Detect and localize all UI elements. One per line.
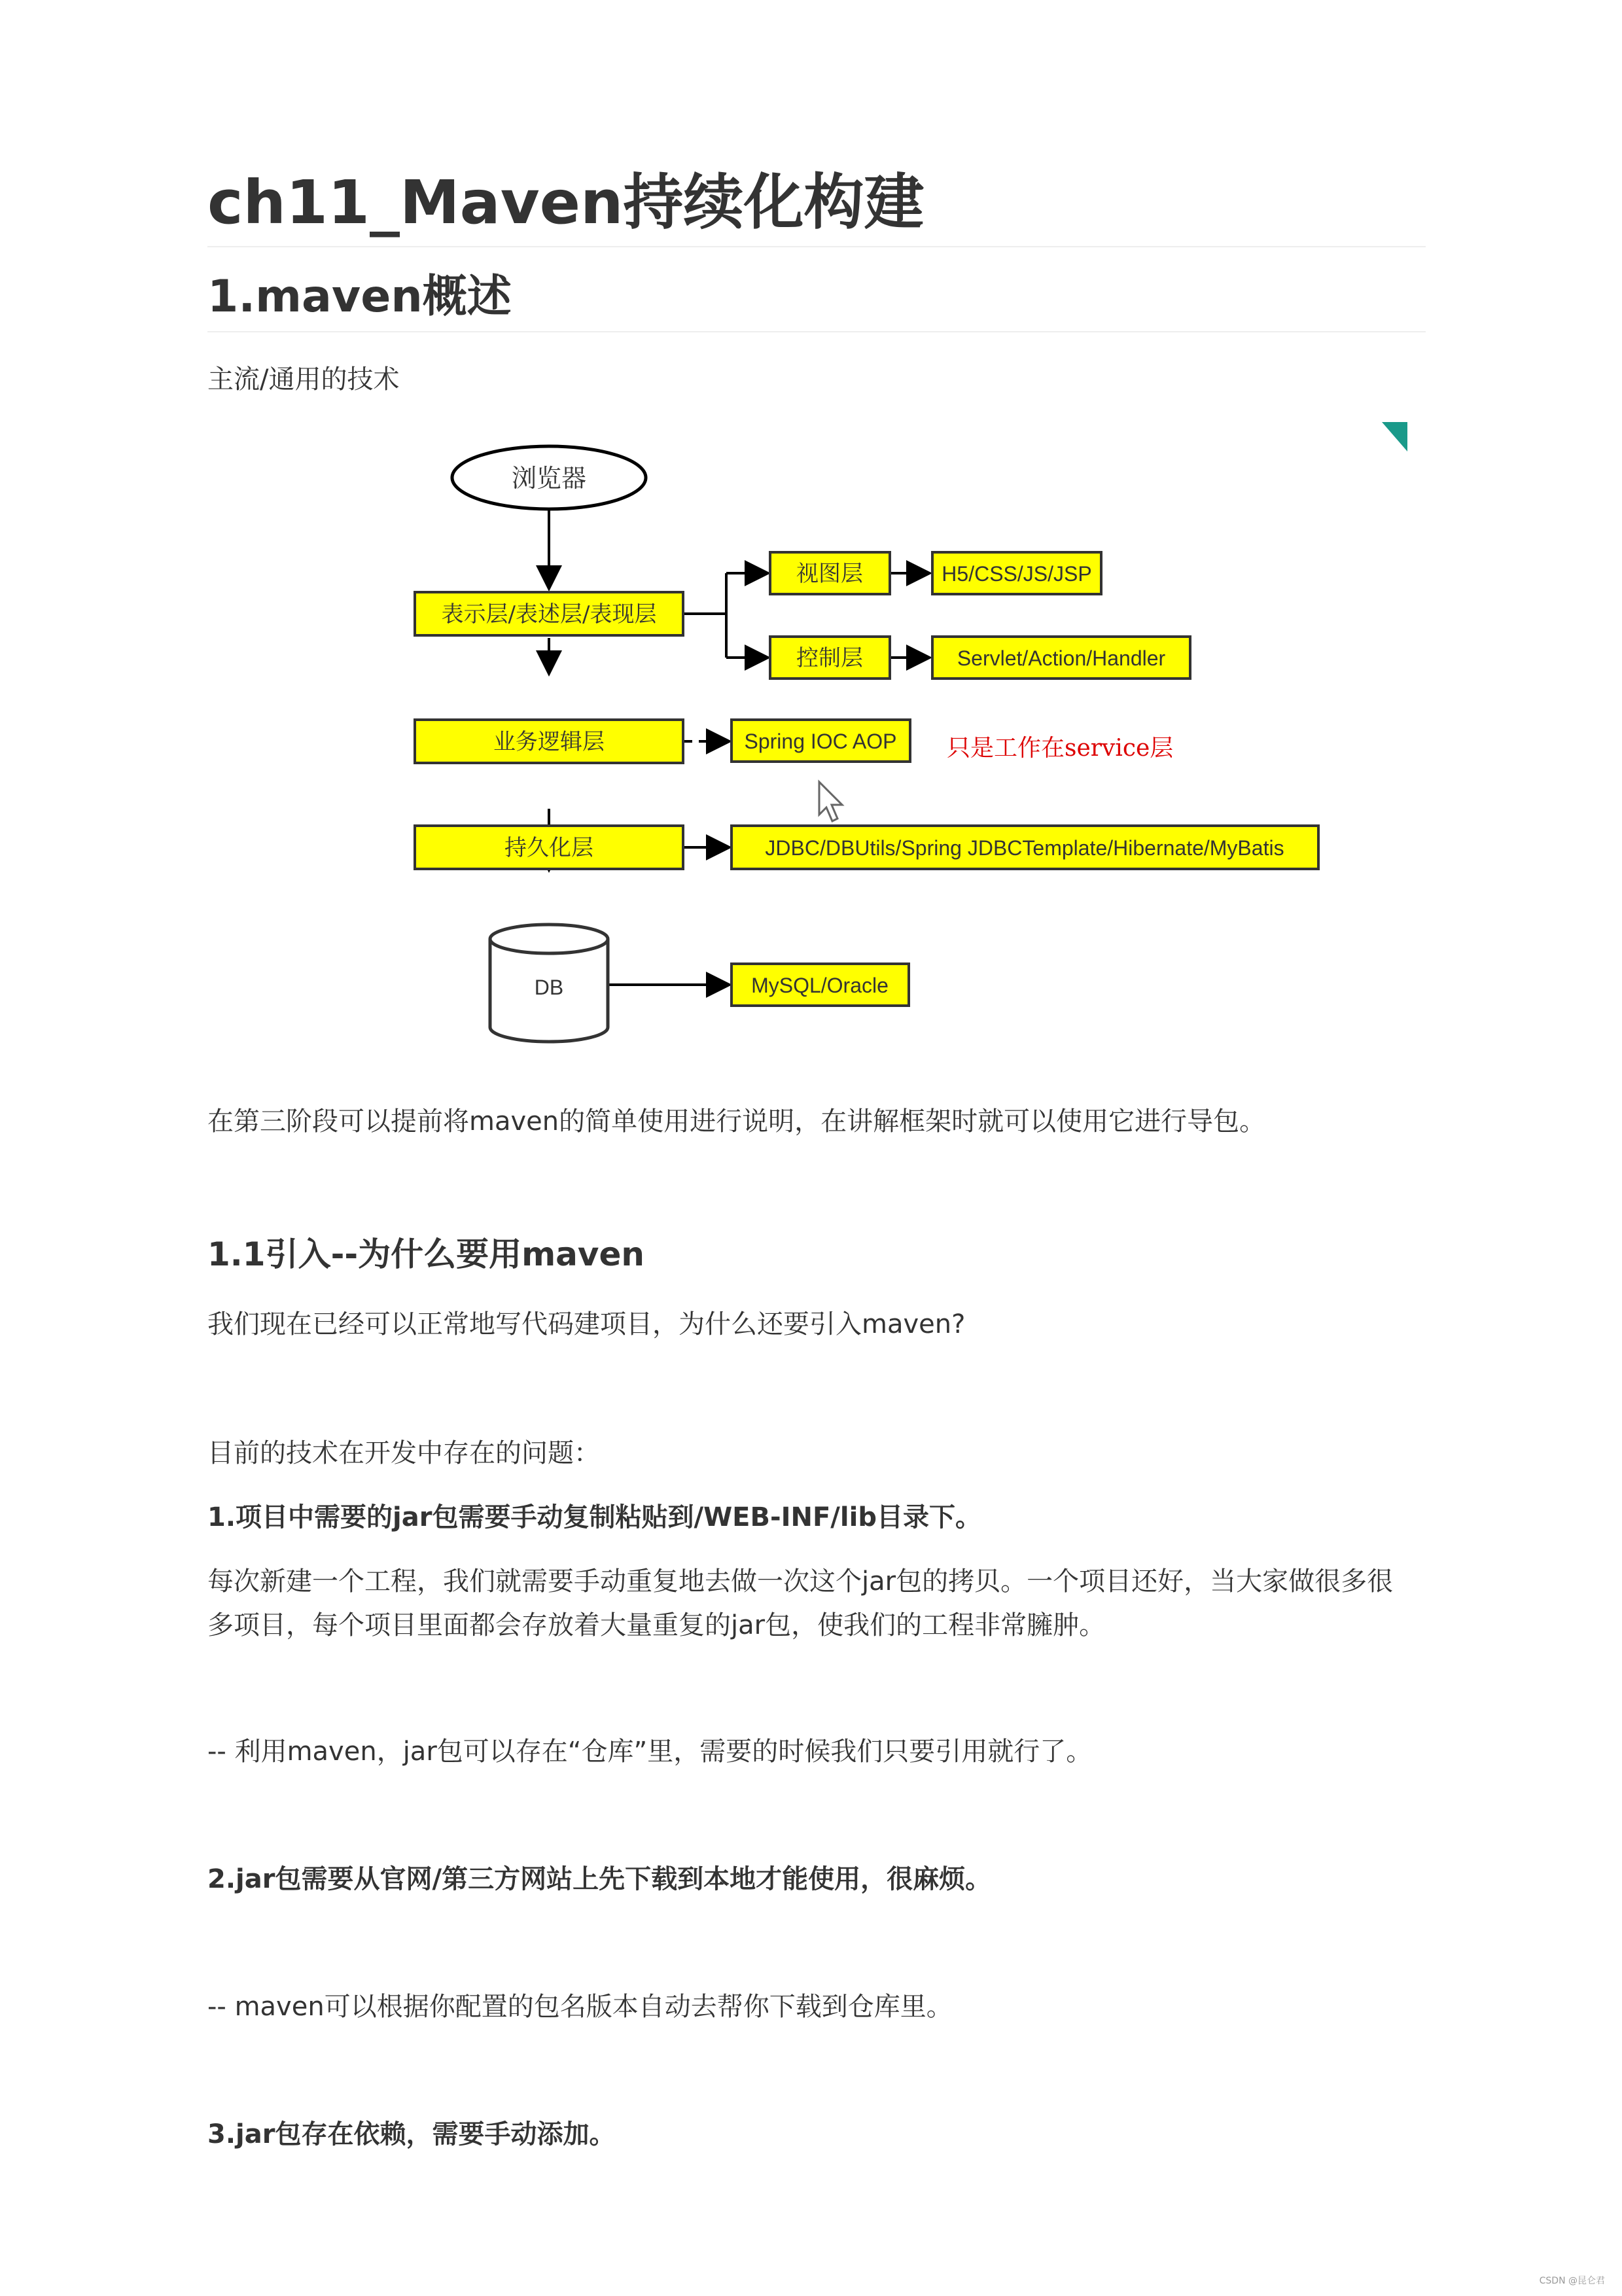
view-layer-label: 视图层 bbox=[796, 561, 863, 587]
problem-1-line-2: 多项目，每个项目里面都会存放着大量重复的jar包，使我们的工程非常臃肿。 bbox=[207, 1610, 1106, 1640]
control-layer-label: 控制层 bbox=[796, 645, 863, 671]
business-tech-node bbox=[732, 720, 910, 762]
diagram-caption: 在第三阶段可以提前将maven的简单使用进行说明，在讲解框架时就可以使用它进行导包。 bbox=[207, 1106, 1266, 1137]
business-layer-label: 业务逻辑层 bbox=[493, 729, 605, 755]
problem-3-title: 3.jar包存在依赖，需要手动添加。 bbox=[207, 2119, 616, 2149]
db-tech-node bbox=[732, 964, 909, 1006]
control-layer-node bbox=[770, 637, 890, 679]
problem-2-solution: -- maven可以根据你配置的包名版本自动去帮你下载到仓库里。 bbox=[207, 1992, 953, 2022]
browser-label: 浏览器 bbox=[511, 464, 587, 493]
persistence-layer-node bbox=[415, 826, 683, 869]
question-text: 我们现在已经可以正常地写代码建项目，为什么还要引入maven? bbox=[207, 1309, 966, 1339]
business-layer-node bbox=[415, 720, 683, 763]
presentation-layer-node bbox=[415, 592, 683, 635]
view-tech-label: H5/CSS/JS/JSP bbox=[942, 562, 1092, 586]
database-label: DB bbox=[534, 976, 564, 999]
architecture-diagram bbox=[207, 412, 1426, 1067]
persistence-layer-label: 持久化层 bbox=[504, 835, 593, 861]
view-tech-node bbox=[932, 552, 1101, 594]
section-1-heading: 1.maven概述 bbox=[207, 267, 1426, 332]
intro-text: 主流/通用的技术 bbox=[207, 364, 400, 395]
problem-1-solution: -- 利用maven，jar包可以存在“仓库”里，需要的时候我们只要引用就行了。 bbox=[207, 1737, 1093, 1767]
service-note: 只是工作在service层 bbox=[947, 735, 1174, 762]
persistence-tech-node bbox=[732, 826, 1318, 869]
cursor-icon bbox=[819, 782, 842, 821]
db-tech-label: MySQL/Oracle bbox=[751, 974, 889, 997]
persistence-tech-label: JDBC/DBUtils/Spring JDBCTemplate/Hibernate/MyBatis bbox=[765, 836, 1284, 860]
corner-marker bbox=[1382, 422, 1407, 451]
problem-1-title: 1.项目中需要的jar包需要手动复制粘贴到/WEB-INF/lib目录下。 bbox=[207, 1502, 981, 1532]
problems-intro: 目前的技术在开发中存在的问题： bbox=[207, 1438, 600, 1468]
footer-watermark: CSDN @昆仑君 bbox=[1539, 2276, 1605, 2286]
presentation-layer-label: 表示层/表述层/表现层 bbox=[441, 601, 657, 627]
control-tech-node bbox=[932, 637, 1190, 679]
browser-node bbox=[452, 446, 646, 509]
section-1-1-heading: 1.1引入--为什么要用maven bbox=[207, 1235, 645, 1273]
business-tech-label: Spring IOC AOP bbox=[744, 730, 897, 753]
problem-2-title: 2.jar包需要从官网/第三方网站上先下载到本地才能使用，很麻烦。 bbox=[207, 1864, 992, 1894]
page-title: ch11_Maven持续化构建 bbox=[207, 164, 1426, 247]
database-node bbox=[490, 925, 608, 1042]
problem-1-line-1: 每次新建一个工程，我们就需要手动重复地去做一次这个jar包的拷贝。一个项目还好，当大家做很多很 bbox=[207, 1566, 1394, 1597]
view-layer-node bbox=[770, 552, 890, 594]
control-tech-label: Servlet/Action/Handler bbox=[957, 646, 1166, 670]
